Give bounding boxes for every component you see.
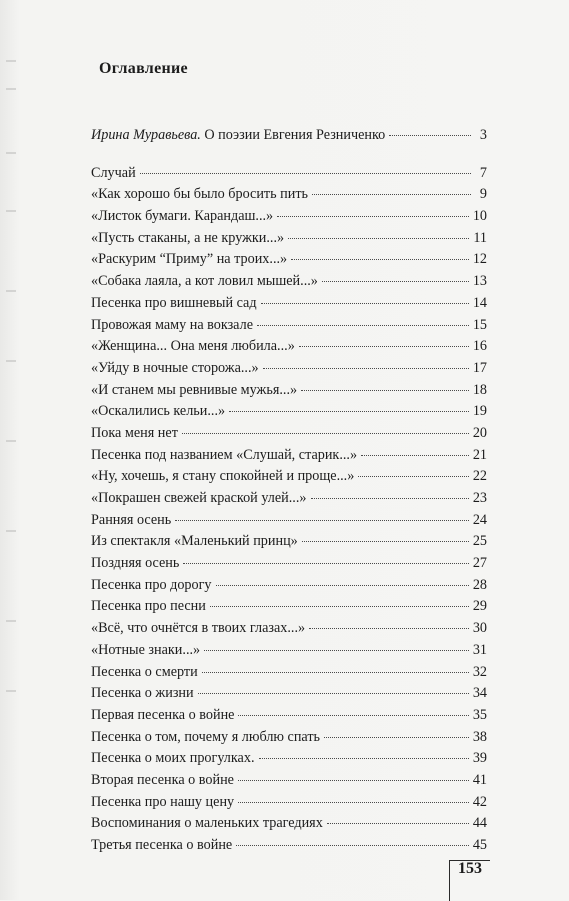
leader-dots	[216, 572, 469, 586]
page-ref: 31	[472, 641, 487, 658]
entry-title: «Собака лаяла, а кот ловил мышей...»	[91, 273, 318, 290]
page-ref: 19	[472, 403, 487, 420]
leader-dots	[389, 122, 471, 136]
entry-title: «Всё, что очнётся в твоих глазах...»	[91, 620, 306, 637]
page-ref: 20	[472, 424, 487, 441]
entry-title: Поздняя осень	[91, 555, 180, 572]
entry-title: Пока меня нет	[91, 424, 178, 441]
page-number: 153	[458, 860, 482, 877]
page-ref: 21	[472, 446, 487, 463]
entry-title: Первая песенка о войне	[91, 706, 235, 723]
entry-title: Третья песенка о войне	[91, 837, 233, 853]
entry-title: Песенка под названием «Слушай, старик...»	[91, 446, 358, 463]
leader-dots	[229, 398, 469, 412]
page-ref: 12	[472, 251, 487, 268]
entry-title: «Листок бумаги. Карандаш...»	[91, 208, 274, 225]
entry-title: Песенка про дорогу	[91, 576, 212, 593]
leader-dots	[263, 355, 469, 369]
page-ref: 41	[472, 771, 487, 788]
leader-dots	[324, 724, 469, 738]
entry-title: «Раскурим “Приму” на троих...»	[91, 251, 288, 268]
toc-intro-entry	[91, 125, 487, 147]
page-ref: 22	[472, 468, 487, 485]
leader-dots	[361, 442, 469, 456]
page-ref: 25	[472, 533, 487, 550]
page-ref: 34	[472, 685, 487, 702]
leader-dots	[183, 550, 468, 564]
page-ref: 42	[472, 793, 487, 810]
leader-dots	[257, 312, 469, 326]
intro-author: Ирина Муравьева.	[91, 127, 201, 143]
page-ref: 15	[472, 316, 487, 333]
entry-title: «Ну, хочешь, я стану спокойней и проще...»	[91, 468, 355, 485]
leader-dots	[140, 160, 471, 174]
entry-title: «Покрашен свежей краской улей...»	[91, 490, 307, 506]
toc-entry	[91, 835, 487, 857]
page-ref: 14	[472, 294, 487, 311]
intro-title: О поэзии Евгения Резниченко	[200, 127, 386, 143]
leader-dots	[311, 485, 469, 499]
leader-dots	[175, 507, 469, 521]
leader-dots	[322, 268, 469, 282]
leader-dots	[302, 529, 469, 543]
page-ref: 28	[472, 576, 487, 593]
entry-title: «Уйду в ночные сторожа...»	[91, 359, 259, 376]
entry-title: Воспоминания о маленьких трагедиях	[91, 815, 323, 832]
leader-dots	[309, 615, 469, 629]
page-ref: 24	[472, 511, 487, 528]
page-ref: 39	[472, 750, 487, 767]
entry-title: Песенка про нашу цену	[91, 793, 235, 810]
leader-dots	[261, 290, 469, 304]
entry-title: Песенка про вишневый сад	[91, 294, 257, 311]
page-ref: 44	[472, 815, 487, 832]
page-ref: 7	[479, 164, 487, 181]
leader-dots	[236, 832, 469, 846]
leader-dots	[277, 203, 469, 217]
entry-title: Песенка о том, почему я люблю спать	[91, 728, 321, 745]
entry-title: «Как хорошо бы было бросить пить	[91, 186, 308, 203]
entry-title: Песенка о моих прогулках.	[91, 750, 255, 767]
entry-title: Провожая маму на вокзале	[91, 316, 253, 333]
page-ref: 29	[472, 598, 487, 615]
entry-title: «И станем мы ревнивые мужья...»	[91, 381, 298, 398]
entry-title: «Оскалились кельи...»	[91, 403, 226, 420]
leader-dots	[358, 464, 468, 478]
page-ref: 10	[472, 208, 487, 225]
leader-dots	[182, 420, 469, 434]
page-ref: 23	[472, 490, 487, 506]
page-ref: 9	[479, 186, 487, 203]
entry-title: Песенка о жизни	[91, 685, 194, 702]
entry-title: Ранняя осень	[91, 511, 172, 528]
page-ref: 11	[473, 229, 487, 246]
leader-dots	[202, 659, 469, 673]
entry-title: Вторая песенка о войне	[91, 771, 234, 788]
gutter-bleed-marks	[6, 60, 24, 720]
entry-title: Песенка про песни	[91, 598, 206, 615]
table-of-contents	[91, 125, 487, 857]
leader-dots	[312, 182, 471, 196]
toc-entry-list	[91, 163, 487, 857]
page-ref: 32	[472, 663, 487, 680]
page-ref: 3	[479, 127, 487, 143]
leader-dots	[238, 767, 469, 781]
leader-dots	[299, 333, 469, 347]
leader-dots	[291, 247, 469, 261]
entry-title: Случай	[91, 164, 136, 181]
entry-title: «Женщина... Она меня любила...»	[91, 338, 295, 355]
page-ref: 27	[472, 555, 487, 572]
page-ref: 30	[472, 620, 487, 637]
page-ref: 13	[472, 273, 487, 290]
leader-dots	[198, 680, 469, 694]
leader-dots	[238, 702, 468, 716]
leader-dots	[210, 594, 469, 608]
page-ref: 18	[472, 381, 487, 398]
page-ref: 16	[472, 338, 487, 355]
entry-title: Песенка о смерти	[91, 663, 198, 680]
leader-dots	[288, 225, 469, 239]
leader-dots	[259, 745, 469, 759]
leader-dots	[301, 377, 469, 391]
page-ref: 38	[472, 728, 487, 745]
page-ref: 35	[472, 706, 487, 723]
page-ref: 17	[472, 359, 487, 376]
entry-title: «Нотные знаки...»	[91, 641, 201, 658]
entry-title: Из спектакля «Маленький принц»	[91, 533, 298, 550]
entry-title: «Пусть стаканы, а не кружки...»	[91, 229, 285, 246]
page-ref: 45	[472, 837, 487, 853]
leader-dots	[327, 811, 469, 825]
leader-dots	[204, 637, 469, 651]
page-title: Оглавление	[99, 60, 188, 77]
leader-dots	[238, 789, 469, 803]
